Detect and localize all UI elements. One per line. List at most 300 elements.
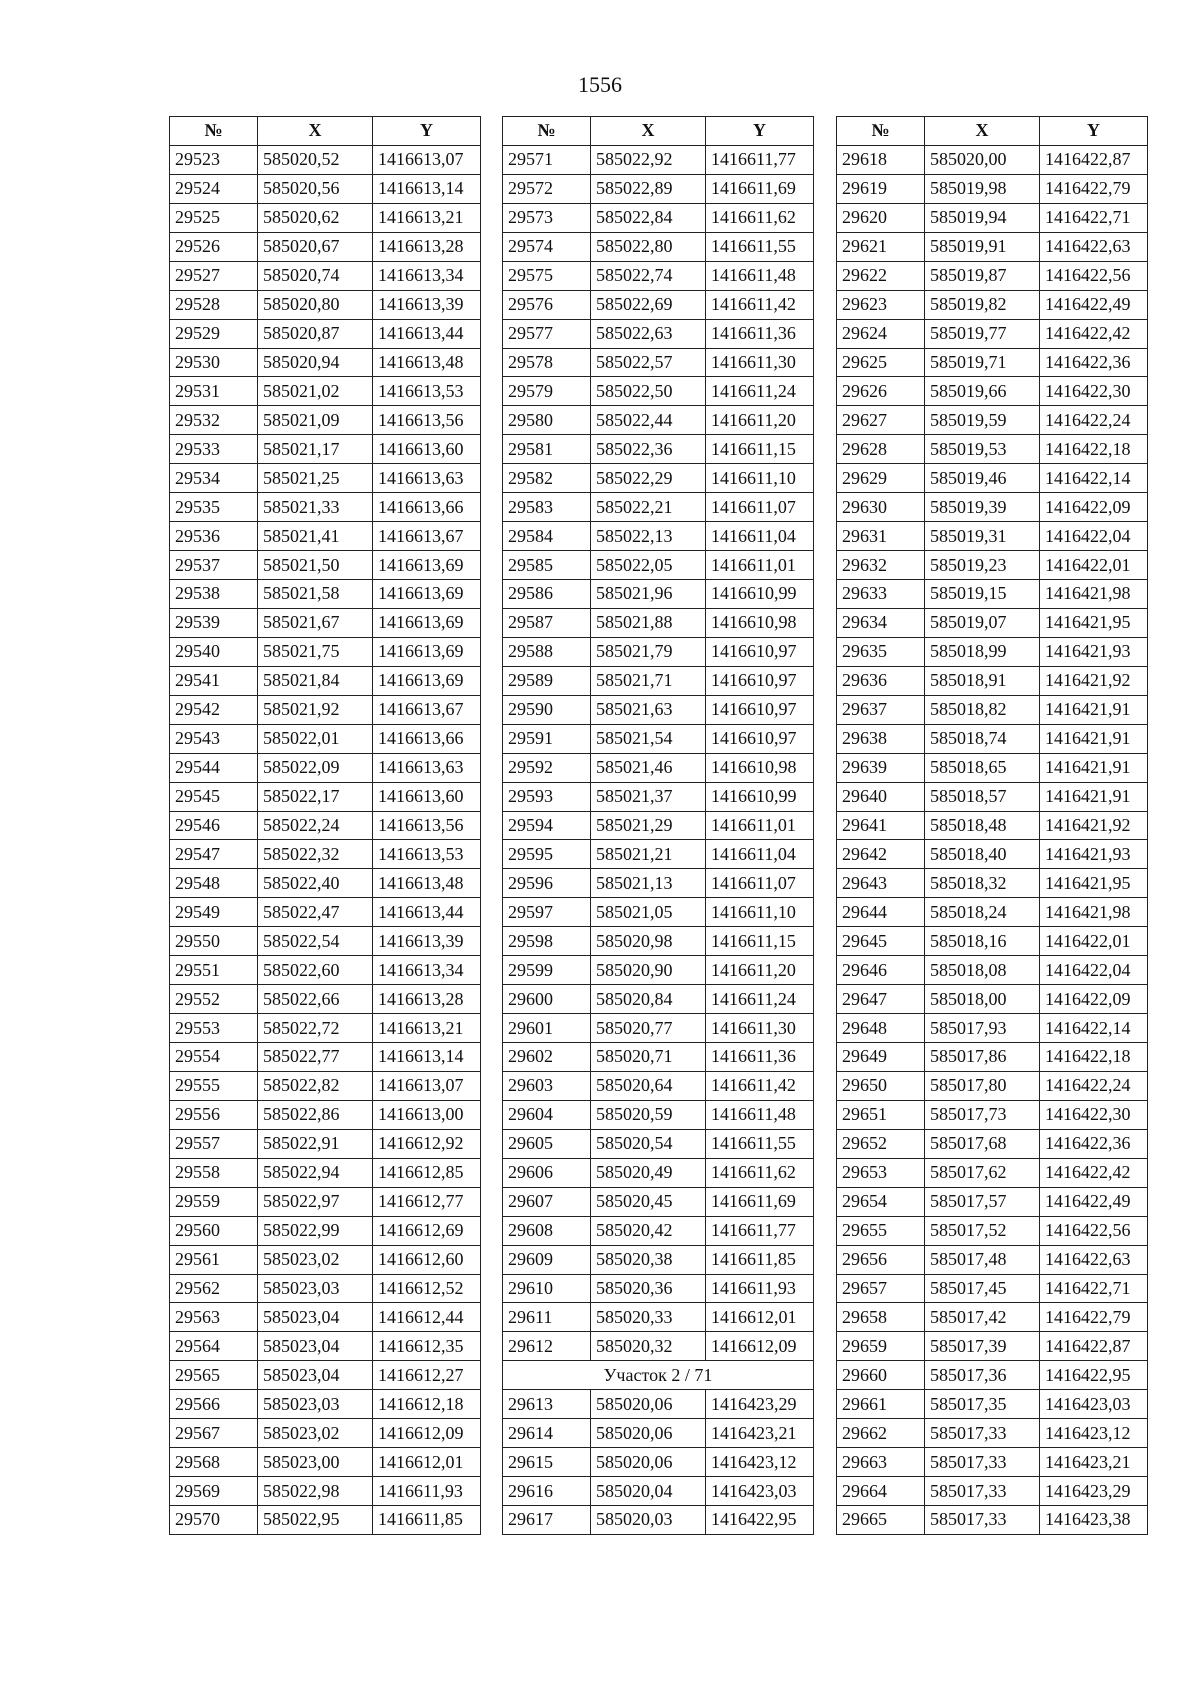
x-coordinate-cell: 585018,40: [925, 840, 1040, 869]
y-coordinate-cell: 1416613,28: [373, 985, 481, 1014]
point-number-cell: 29536: [170, 522, 258, 551]
x-coordinate-cell: 585017,93: [925, 1014, 1040, 1043]
y-coordinate-cell: 1416610,97: [706, 724, 814, 753]
y-coordinate-cell: 1416613,66: [373, 493, 481, 522]
table-row: [170, 464, 481, 493]
x-coordinate-cell: 585017,80: [925, 1071, 1040, 1100]
x-coordinate-cell: 585021,63: [591, 695, 706, 724]
table-row: [170, 290, 481, 319]
point-number-cell: 29588: [503, 637, 591, 666]
point-number-cell: 29612: [503, 1332, 591, 1361]
table-row: [170, 493, 481, 522]
x-coordinate-cell: 585017,86: [925, 1043, 1040, 1072]
point-number-cell: 29639: [837, 753, 925, 782]
point-number-cell: 29641: [837, 811, 925, 840]
y-coordinate-cell: 1416611,69: [706, 1187, 814, 1216]
point-number-cell: 29642: [837, 840, 925, 869]
point-number-cell: 29559: [170, 1187, 258, 1216]
x-coordinate-cell: 585020,03: [591, 1506, 706, 1535]
point-number-cell: 29544: [170, 753, 258, 782]
y-coordinate-cell: 1416612,92: [373, 1129, 481, 1158]
y-coordinate-cell: 1416422,01: [1040, 551, 1148, 580]
y-coordinate-cell: 1416612,09: [706, 1332, 814, 1361]
y-coordinate-cell: 1416613,53: [373, 840, 481, 869]
x-coordinate-cell: 585020,54: [591, 1129, 706, 1158]
x-coordinate-cell: 585022,95: [258, 1506, 373, 1535]
table-row: [170, 1071, 481, 1100]
x-coordinate-cell: 585021,21: [591, 840, 706, 869]
x-coordinate-cell: 585022,05: [591, 551, 706, 580]
point-number-cell: 29573: [503, 203, 591, 232]
x-coordinate-cell: 585021,37: [591, 782, 706, 811]
point-number-cell: 29561: [170, 1245, 258, 1274]
table-row: [503, 232, 814, 261]
table-row: [503, 551, 814, 580]
table-row: [170, 782, 481, 811]
point-number-cell: 29571: [503, 145, 591, 174]
table-row: [837, 406, 1148, 435]
point-number-cell: 29570: [170, 1506, 258, 1535]
point-number-cell: 29534: [170, 464, 258, 493]
table-row: [503, 782, 814, 811]
x-coordinate-cell: 585019,94: [925, 203, 1040, 232]
table-row: [837, 1274, 1148, 1303]
table-row: [837, 1303, 1148, 1332]
table-row: [503, 666, 814, 695]
x-coordinate-cell: 585017,33: [925, 1506, 1040, 1535]
y-coordinate-cell: 1416422,14: [1040, 1014, 1148, 1043]
x-coordinate-cell: 585022,84: [591, 203, 706, 232]
point-number-cell: 29626: [837, 377, 925, 406]
point-number-cell: 29596: [503, 869, 591, 898]
y-coordinate-cell: 1416610,99: [706, 580, 814, 609]
point-number-cell: 29609: [503, 1245, 591, 1274]
y-coordinate-cell: 1416422,95: [706, 1506, 814, 1535]
y-coordinate-cell: 1416611,36: [706, 319, 814, 348]
y-coordinate-cell: 1416613,14: [373, 1043, 481, 1072]
point-number-cell: 29605: [503, 1129, 591, 1158]
point-number-cell: 29565: [170, 1361, 258, 1390]
table-row: [170, 377, 481, 406]
point-number-cell: 29616: [503, 1477, 591, 1506]
point-number-cell: 29568: [170, 1448, 258, 1477]
x-coordinate-cell: 585018,65: [925, 753, 1040, 782]
point-number-cell: 29623: [837, 290, 925, 319]
x-coordinate-cell: 585022,24: [258, 811, 373, 840]
x-coordinate-cell: 585022,29: [591, 464, 706, 493]
x-coordinate-cell: 585018,32: [925, 869, 1040, 898]
point-number-cell: 29523: [170, 145, 258, 174]
table-row: [503, 1071, 814, 1100]
x-coordinate-cell: 585021,96: [591, 580, 706, 609]
table-row: [503, 377, 814, 406]
x-coordinate-cell: 585022,77: [258, 1043, 373, 1072]
x-coordinate-cell: 585022,40: [258, 869, 373, 898]
point-number-cell: 29649: [837, 1043, 925, 1072]
table-row: [503, 1158, 814, 1187]
point-number-cell: 29575: [503, 261, 591, 290]
point-number-cell: 29551: [170, 956, 258, 985]
x-coordinate-cell: 585017,45: [925, 1274, 1040, 1303]
y-coordinate-cell: 1416422,04: [1040, 956, 1148, 985]
x-coordinate-cell: 585020,84: [591, 985, 706, 1014]
point-number-cell: 29579: [503, 377, 591, 406]
table-row: [503, 261, 814, 290]
y-coordinate-cell: 1416422,87: [1040, 145, 1148, 174]
table-row: [837, 637, 1148, 666]
table-row: [170, 637, 481, 666]
y-coordinate-cell: 1416422,63: [1040, 232, 1148, 261]
point-number-cell: 29597: [503, 898, 591, 927]
point-number-cell: 29527: [170, 261, 258, 290]
table-row: [170, 869, 481, 898]
x-coordinate-cell: 585017,42: [925, 1303, 1040, 1332]
x-coordinate-cell: 585020,52: [258, 145, 373, 174]
table-row: [837, 1187, 1148, 1216]
x-coordinate-cell: 585023,04: [258, 1361, 373, 1390]
y-coordinate-cell: 1416611,55: [706, 1129, 814, 1158]
x-coordinate-cell: 585019,46: [925, 464, 1040, 493]
point-number-cell: 29648: [837, 1014, 925, 1043]
table-row: [170, 406, 481, 435]
table-row: [503, 840, 814, 869]
table-row: [837, 522, 1148, 551]
table-row: [837, 1477, 1148, 1506]
point-number-cell: 29652: [837, 1129, 925, 1158]
y-coordinate-cell: 1416611,01: [706, 811, 814, 840]
x-coordinate-cell: 585022,80: [591, 232, 706, 261]
y-coordinate-cell: 1416613,67: [373, 522, 481, 551]
point-number-cell: 29624: [837, 319, 925, 348]
point-number-cell: 29592: [503, 753, 591, 782]
x-coordinate-cell: 585022,91: [258, 1129, 373, 1158]
x-coordinate-cell: 585022,13: [591, 522, 706, 551]
point-number-cell: 29654: [837, 1187, 925, 1216]
table-row: [503, 1477, 814, 1506]
point-number-cell: 29533: [170, 435, 258, 464]
table-row: [170, 1361, 481, 1390]
x-coordinate-cell: 585020,87: [258, 319, 373, 348]
y-coordinate-cell: 1416613,69: [373, 551, 481, 580]
x-coordinate-cell: 585021,09: [258, 406, 373, 435]
point-number-cell: 29547: [170, 840, 258, 869]
point-number-cell: 29554: [170, 1043, 258, 1072]
x-coordinate-cell: 585018,82: [925, 695, 1040, 724]
y-coordinate-cell: 1416613,67: [373, 695, 481, 724]
x-coordinate-cell: 585020,33: [591, 1303, 706, 1332]
table-row: [837, 348, 1148, 377]
x-coordinate-cell: 585020,56: [258, 174, 373, 203]
y-coordinate-cell: 1416613,60: [373, 782, 481, 811]
x-coordinate-cell: 585022,44: [591, 406, 706, 435]
x-coordinate-cell: 585021,79: [591, 637, 706, 666]
table-row: [170, 1419, 481, 1448]
y-coordinate-cell: 1416421,98: [1040, 898, 1148, 927]
x-coordinate-cell: 585021,17: [258, 435, 373, 464]
y-coordinate-cell: 1416611,85: [373, 1506, 481, 1535]
y-coordinate-cell: 1416422,71: [1040, 203, 1148, 232]
point-number-cell: 29611: [503, 1303, 591, 1332]
table-row: [170, 522, 481, 551]
x-coordinate-cell: 585022,94: [258, 1158, 373, 1187]
y-coordinate-cell: 1416423,29: [1040, 1477, 1148, 1506]
table-row: [170, 145, 481, 174]
y-coordinate-cell: 1416611,24: [706, 377, 814, 406]
y-coordinate-cell: 1416613,00: [373, 1100, 481, 1129]
point-number-cell: 29572: [503, 174, 591, 203]
x-coordinate-cell: 585020,49: [591, 1158, 706, 1187]
point-number-cell: 29621: [837, 232, 925, 261]
table-row: [503, 1332, 814, 1361]
point-number-cell: 29531: [170, 377, 258, 406]
y-coordinate-cell: 1416422,79: [1040, 174, 1148, 203]
y-coordinate-cell: 1416613,28: [373, 232, 481, 261]
y-coordinate-cell: 1416422,30: [1040, 1100, 1148, 1129]
point-number-cell: 29582: [503, 464, 591, 493]
table-row: [837, 1390, 1148, 1419]
table-row: [837, 493, 1148, 522]
y-coordinate-cell: 1416611,42: [706, 290, 814, 319]
x-coordinate-cell: 585019,82: [925, 290, 1040, 319]
x-coordinate-cell: 585020,94: [258, 348, 373, 377]
y-coordinate-cell: 1416611,30: [706, 1014, 814, 1043]
point-number-cell: 29637: [837, 695, 925, 724]
x-coordinate-cell: 585021,29: [591, 811, 706, 840]
table-row: [170, 174, 481, 203]
table-row: [837, 927, 1148, 956]
x-coordinate-cell: 585018,99: [925, 637, 1040, 666]
x-coordinate-cell: 585021,67: [258, 608, 373, 637]
table-row: [837, 724, 1148, 753]
x-coordinate-cell: 585022,21: [591, 493, 706, 522]
x-coordinate-cell: 585017,48: [925, 1245, 1040, 1274]
y-coordinate-cell: 1416422,09: [1040, 493, 1148, 522]
y-coordinate-cell: 1416611,04: [706, 522, 814, 551]
x-coordinate-cell: 585021,58: [258, 580, 373, 609]
table-row: [503, 724, 814, 753]
x-coordinate-cell: 585020,06: [591, 1419, 706, 1448]
x-coordinate-cell: 585022,17: [258, 782, 373, 811]
y-coordinate-cell: 1416422,36: [1040, 1129, 1148, 1158]
section-row: [503, 1361, 814, 1390]
y-coordinate-cell: 1416611,04: [706, 840, 814, 869]
point-number-cell: 29657: [837, 1274, 925, 1303]
table-row: [170, 1187, 481, 1216]
y-coordinate-cell: 1416613,63: [373, 753, 481, 782]
y-coordinate-cell: 1416613,21: [373, 203, 481, 232]
point-number-cell: 29550: [170, 927, 258, 956]
point-number-cell: 29541: [170, 666, 258, 695]
point-number-cell: 29564: [170, 1332, 258, 1361]
x-coordinate-cell: 585018,24: [925, 898, 1040, 927]
point-number-cell: 29651: [837, 1100, 925, 1129]
y-coordinate-cell: 1416612,01: [373, 1448, 481, 1477]
y-coordinate-cell: 1416611,85: [706, 1245, 814, 1274]
y-coordinate-cell: 1416423,03: [1040, 1390, 1148, 1419]
x-coordinate-cell: 585018,48: [925, 811, 1040, 840]
table-row: [170, 1303, 481, 1332]
point-number-cell: 29590: [503, 695, 591, 724]
point-number-cell: 29563: [170, 1303, 258, 1332]
coordinates-table-2: [502, 116, 814, 1535]
y-coordinate-cell: 1416613,39: [373, 927, 481, 956]
x-coordinate-cell: 585020,62: [258, 203, 373, 232]
y-coordinate-cell: 1416613,07: [373, 145, 481, 174]
x-coordinate-cell: 585020,38: [591, 1245, 706, 1274]
table-row: [170, 956, 481, 985]
point-number-cell: 29602: [503, 1043, 591, 1072]
x-coordinate-cell: 585019,15: [925, 580, 1040, 609]
y-coordinate-cell: 1416423,38: [1040, 1506, 1148, 1535]
y-coordinate-cell: 1416612,44: [373, 1303, 481, 1332]
x-coordinate-cell: 585022,32: [258, 840, 373, 869]
point-number-cell: 29634: [837, 608, 925, 637]
x-coordinate-cell: 585022,97: [258, 1187, 373, 1216]
table-row: [503, 1014, 814, 1043]
y-coordinate-cell: 1416421,91: [1040, 724, 1148, 753]
point-number-cell: 29528: [170, 290, 258, 319]
table-row: [837, 377, 1148, 406]
point-number-cell: 29535: [170, 493, 258, 522]
y-coordinate-cell: 1416421,93: [1040, 840, 1148, 869]
table-row: [503, 203, 814, 232]
x-coordinate-cell: 585020,64: [591, 1071, 706, 1100]
x-coordinate-cell: 585019,23: [925, 551, 1040, 580]
y-coordinate-cell: 1416612,52: [373, 1274, 481, 1303]
table-row: [503, 319, 814, 348]
point-number-cell: 29601: [503, 1014, 591, 1043]
table-row: [837, 1361, 1148, 1390]
x-coordinate-cell: 585017,33: [925, 1448, 1040, 1477]
table-row: [170, 1506, 481, 1535]
point-number-cell: 29620: [837, 203, 925, 232]
y-coordinate-cell: 1416613,34: [373, 261, 481, 290]
table-row: [837, 1158, 1148, 1187]
point-number-cell: 29555: [170, 1071, 258, 1100]
y-coordinate-cell: 1416610,98: [706, 753, 814, 782]
y-coordinate-cell: 1416422,18: [1040, 435, 1148, 464]
table-row: [837, 1506, 1148, 1535]
point-number-cell: 29557: [170, 1129, 258, 1158]
table-row: [170, 840, 481, 869]
y-coordinate-cell: 1416422,30: [1040, 377, 1148, 406]
y-coordinate-cell: 1416421,98: [1040, 580, 1148, 609]
table-row: [837, 753, 1148, 782]
point-number-cell: 29540: [170, 637, 258, 666]
table-row: [837, 811, 1148, 840]
y-coordinate-cell: 1416422,56: [1040, 261, 1148, 290]
point-number-cell: 29569: [170, 1477, 258, 1506]
y-coordinate-cell: 1416611,07: [706, 869, 814, 898]
x-coordinate-cell: 585020,80: [258, 290, 373, 319]
table-row: [837, 232, 1148, 261]
table-row: [503, 406, 814, 435]
x-coordinate-cell: 585018,00: [925, 985, 1040, 1014]
y-coordinate-cell: 1416421,91: [1040, 695, 1148, 724]
point-number-cell: 29604: [503, 1100, 591, 1129]
table-row: [503, 1448, 814, 1477]
header-number: №: [837, 117, 925, 146]
x-coordinate-cell: 585019,59: [925, 406, 1040, 435]
y-coordinate-cell: 1416613,34: [373, 956, 481, 985]
x-coordinate-cell: 585020,71: [591, 1043, 706, 1072]
table-row: [170, 319, 481, 348]
table-row: [170, 811, 481, 840]
point-number-cell: 29608: [503, 1216, 591, 1245]
table-row: [503, 1100, 814, 1129]
point-number-cell: 29606: [503, 1158, 591, 1187]
table-row: [170, 348, 481, 377]
x-coordinate-cell: 585023,03: [258, 1390, 373, 1419]
table-header-row: [170, 117, 481, 146]
x-coordinate-cell: 585021,46: [591, 753, 706, 782]
x-coordinate-cell: 585021,88: [591, 608, 706, 637]
x-coordinate-cell: 585017,39: [925, 1332, 1040, 1361]
table-row: [837, 956, 1148, 985]
x-coordinate-cell: 585023,04: [258, 1303, 373, 1332]
table-row: [170, 927, 481, 956]
y-coordinate-cell: 1416613,14: [373, 174, 481, 203]
y-coordinate-cell: 1416610,99: [706, 782, 814, 811]
point-number-cell: 29603: [503, 1071, 591, 1100]
table-row: [837, 145, 1148, 174]
table-row: [837, 1071, 1148, 1100]
x-coordinate-cell: 585023,02: [258, 1419, 373, 1448]
point-number-cell: 29525: [170, 203, 258, 232]
point-number-cell: 29600: [503, 985, 591, 1014]
x-coordinate-cell: 585019,31: [925, 522, 1040, 551]
table-row: [503, 695, 814, 724]
table-row: [503, 1419, 814, 1448]
x-coordinate-cell: 585022,72: [258, 1014, 373, 1043]
y-coordinate-cell: 1416611,62: [706, 1158, 814, 1187]
table-row: [170, 261, 481, 290]
table-header-row: [503, 117, 814, 146]
y-coordinate-cell: 1416611,24: [706, 985, 814, 1014]
y-coordinate-cell: 1416613,56: [373, 406, 481, 435]
x-coordinate-cell: 585017,33: [925, 1419, 1040, 1448]
point-number-cell: 29532: [170, 406, 258, 435]
y-coordinate-cell: 1416421,92: [1040, 666, 1148, 695]
point-number-cell: 29653: [837, 1158, 925, 1187]
point-number-cell: 29578: [503, 348, 591, 377]
table-row: [503, 1274, 814, 1303]
point-number-cell: 29618: [837, 145, 925, 174]
x-coordinate-cell: 585022,63: [591, 319, 706, 348]
table-row: [170, 1332, 481, 1361]
y-coordinate-cell: 1416611,30: [706, 348, 814, 377]
y-coordinate-cell: 1416612,35: [373, 1332, 481, 1361]
x-coordinate-cell: 585022,50: [591, 377, 706, 406]
table-row: [837, 1448, 1148, 1477]
x-coordinate-cell: 585017,57: [925, 1187, 1040, 1216]
table-row: [170, 232, 481, 261]
y-coordinate-cell: 1416613,69: [373, 637, 481, 666]
y-coordinate-cell: 1416612,77: [373, 1187, 481, 1216]
x-coordinate-cell: 585017,62: [925, 1158, 1040, 1187]
point-number-cell: 29574: [503, 232, 591, 261]
point-number-cell: 29581: [503, 435, 591, 464]
header-y: Y: [706, 117, 814, 146]
table-row: [837, 580, 1148, 609]
x-coordinate-cell: 585022,47: [258, 898, 373, 927]
point-number-cell: 29545: [170, 782, 258, 811]
point-number-cell: 29665: [837, 1506, 925, 1535]
table-row: [170, 580, 481, 609]
y-coordinate-cell: 1416422,14: [1040, 464, 1148, 493]
x-coordinate-cell: 585022,98: [258, 1477, 373, 1506]
table-row: [503, 637, 814, 666]
